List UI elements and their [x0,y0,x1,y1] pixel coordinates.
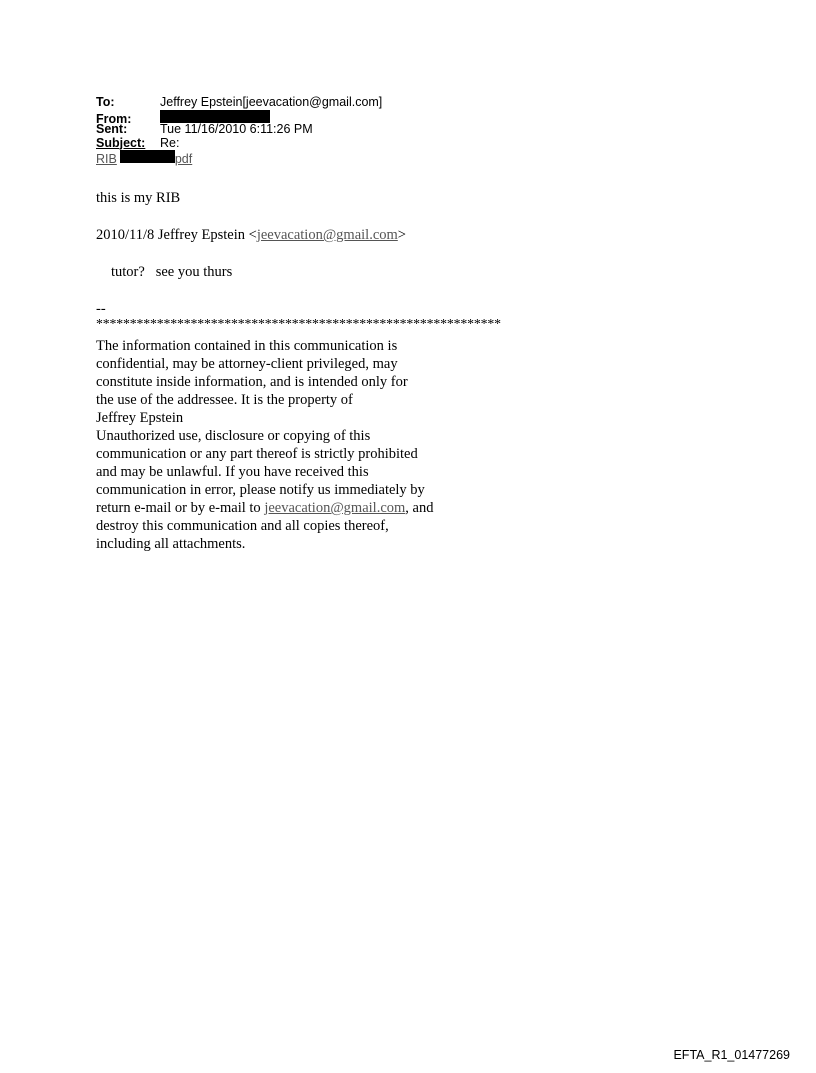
subject-value: Re: [160,135,180,150]
disclaimer-line: Jeffrey Epstein [96,410,184,426]
signature-dashes: -- [96,301,106,317]
disclaimer-email-link[interactable]: jeevacation@gmail.com [264,500,406,516]
disclaimer-line: and may be unlawful. If you have received this [96,464,369,480]
disclaimer-line: communication in error, please notify us immediately by [96,482,425,498]
message-line: this is my RIB [96,190,181,206]
to-label: To: [96,95,115,109]
sent-value: Tue 11/16/2010 6:11:26 PM [160,122,313,136]
subject-label: Subject: [96,135,146,150]
quote-header [96,226,406,244]
disclaimer-line: The information contained in this communication is [96,338,398,354]
disclaimer-email-suffix: , and [405,500,434,516]
quoted-text: tutor? see you thurs [111,264,233,280]
document-id: EFTA_R1_01477269 [673,1048,790,1062]
attachment-prefix: RIB [96,152,117,166]
from-row [96,110,382,124]
to-row [96,96,382,110]
sent-label: Sent: [96,122,128,136]
to-value: Jeffrey Epstein[jeevacation@gmail.com] [160,95,383,109]
disclaimer-line: destroy this communication and all copies thereof, [96,518,389,534]
quote-email-link[interactable]: jeevacation@gmail.com [256,227,398,243]
from-redaction [160,110,270,123]
disclaimer-email-prefix: return e-mail or by e-mail to [96,500,265,516]
attachment-redaction [120,150,175,163]
disclaimer-line: the use of the addressee. It is the property of [96,392,353,408]
email-header [96,96,382,164]
disclaimer [96,337,433,553]
disclaimer-line: Unauthorized use, disclosure or copying of this [96,428,371,444]
quote-prefix: 2010/11/8 Jeffrey Epstein < [96,227,257,243]
from-label: From: [96,111,132,126]
disclaimer-line: including all attachments. [96,536,246,552]
disclaimer-line: communication or any part thereof is strictly prohibited [96,446,418,462]
attachment-suffix: pdf [174,152,193,166]
signature-stars: ************************************************************ [96,316,501,331]
sent-row [96,123,382,137]
subject-row [96,137,382,151]
disclaimer-line: confidential, may be attorney-client privileged, may [96,356,398,372]
disclaimer-email-line [96,499,433,517]
quote-suffix: > [397,227,406,243]
attachment-link[interactable] [96,150,382,164]
disclaimer-line: constitute inside information, and is intended only for [96,374,408,390]
